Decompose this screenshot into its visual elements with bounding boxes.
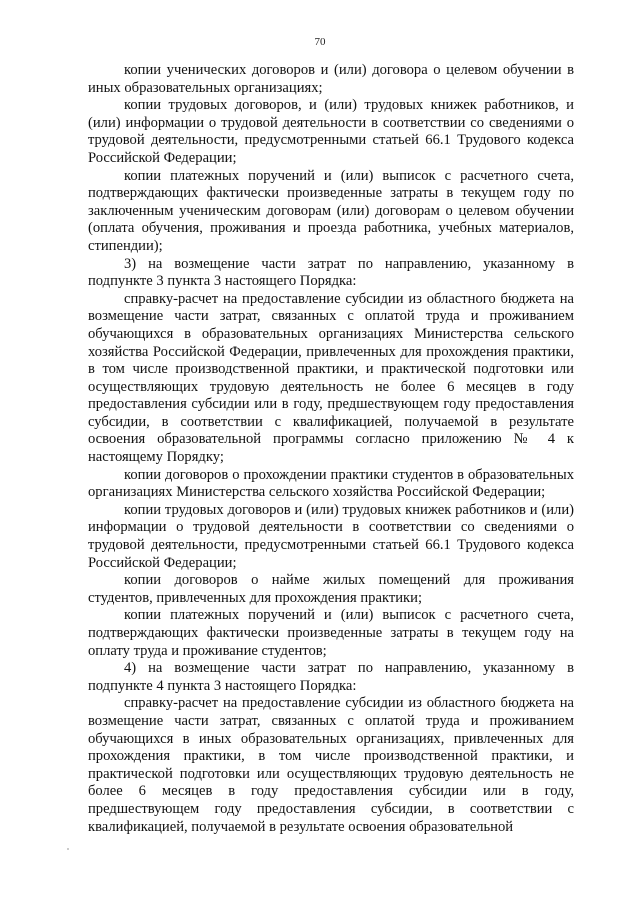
paragraph-7: копии трудовых договоров и (или) трудовых книжек работников и (или) информации о трудовой деятельности в соответствии со сведениями о трудовой деятельности, предусмотренными статьей 66.1 Трудового кодекса Российской Федерации; xyxy=(88,501,574,571)
paragraph-8: копии договоров о найме жилых помещений для проживания студентов, привлеченных для прохождения практики; xyxy=(88,572,574,606)
paragraph-1: копии ученических договоров и (или) договора о целевом обучении в иных образовательных организациях; xyxy=(88,62,574,96)
paragraph-5: справку-расчет на предоставление субсидии из областного бюджета на возмещение части затрат, связанных с оплатой труда и проживанием обучающихся в образовательных организациях Министерства сельского хозяйства Российской Федерации, привлеченных для прохождения практики, в том числе производственной практики, и практической подготовки или осуществляющих трудовую деятельность не более 6 месяцев в году предоставления субсидии или в году, предшествующем году предоставления субсидии, в соответствии с квалификацией, получаемой в результате освоения образовательной программы согласно приложению № 4 к настоящему Порядку; xyxy=(88,290,574,466)
paragraph-6: копии договоров о прохождении практики студентов в образовательных организациях Министерства сельского хозяйства Российской Федерации; xyxy=(88,466,574,501)
paragraph-2: копии трудовых договоров, и (или) трудовых книжек работников, и (или) информации о трудовой деятельности в соответствии со сведениями о трудовой деятельности, предусмотренными статьей 66.1 Трудового кодекса Российской Федерации; xyxy=(88,97,574,166)
page-number: 70 xyxy=(314,36,326,48)
paragraph-4: 3) на возмещение части затрат по направлению, указанному в подпункте 3 пункта 3 настоящего Порядка: xyxy=(88,255,574,290)
document-body xyxy=(88,62,574,836)
paragraph-10: 4) на возмещение части затрат по направлению, указанному в подпункте 4 пункта 3 настоящего Порядка: xyxy=(88,660,574,694)
paragraph-11: справку-расчет на предоставление субсидии из областного бюджета на возмещение части затрат, связанных с оплатой труда и проживанием обучающихся в иных образовательных организациях, привлеченных для прохождения практики, в том числе производственной практики, и практической подготовки или осуществляющих трудовую деятельность не более 6 месяцев в году предоставления субсидии или в году, предшествующем году предоставления субсидии, в соответствии с квалификацией, получаемой в результате освоения образовательной xyxy=(88,695,574,835)
scan-speck xyxy=(67,848,69,850)
paragraph-9: копии платежных поручений и (или) выписок с расчетного счета, подтверждающих фактически произведенные затраты в текущем году на оплату труда и проживание студентов; xyxy=(88,607,574,659)
paragraph-3: копии платежных поручений и (или) выписок с расчетного счета, подтверждающих фактически произведенные затраты в текущем году по заключенным ученическим договорам (или) договорам о целевом обучении (оплата обучения, проживания и проезда работника, учебных материалов, стипендии); xyxy=(88,167,574,254)
